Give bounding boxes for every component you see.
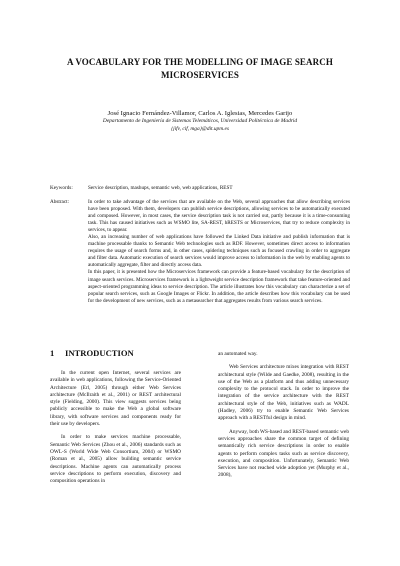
abstract-label: Abstract: — [50, 199, 70, 205]
abstract-paragraph: Also, an increasing number of web applications have followed the Linked Data initiative and publish information that is machine processable thanks to Semantic Web technologies such as RDF. However, sometimes direct access to information requires the usage of search forms and, in other cases, spidering techniques such as focused crawling in order to aggregate and filter data. Automatic execution of search services would improve access to information in the web by enabling agents to automatically aggregate, filter and directly access data. — [88, 234, 350, 269]
body-paragraph: Anyway, both WS-based and REST-based semantic web services approaches share the common target of defining semantically rich service descriptions in order to enable agents to perform complex tasks such as service discovery, execution, and composition. Unfortunately, Semantic Web Services have not reached wide adoption yet (Murphy et al., 2008), — [218, 428, 349, 479]
abstract-body — [88, 199, 350, 305]
body-paragraph: In order to make services machine processable, Semantic Web Services (Zhou et al., 2006) standards such as OWL-S (World Wide Web Consortium, 2004) or WSMO (Roman et al., 2005) allow building semantic service descriptions. Machine agents can automatically process service descriptions to perform execution, discovery and composition operations in — [50, 434, 181, 485]
body-paragraph: In the current open Internet, several services are available in web applications, following the Service-Oriented Architecture (Erl, 2005) through either Web Services architecture (McIlraith et al., 2001) or REST architectural style (Fielding, 2000). This view suggests services being publicly accessible to make the Web a global software library, with software services and components ready for their use by developers. — [50, 370, 181, 428]
body-paragraph: Web Services architecture mixes integration with REST architectural style (Wilde and Gaedke, 2008), resulting in the use of the Web as a platform and thus adding unnecessary complexity to the protocol stack. In order to improve the integration of the service architecture with the REST architectural style of the Web, initiatives such as WADL (Hadley, 2006) try to enable Semantic Web Services approach with a RESTful design in mind. — [218, 364, 349, 422]
paper-title: A VOCABULARY FOR THE MODELLING OF IMAGE SEARCH MICROSERVICES — [67, 57, 333, 80]
author-list: José Ignacio Fernández-Villamor, Carlos A. Iglesias, Mercedes Garijo — [107, 110, 293, 117]
section-number: 1 — [50, 348, 55, 358]
section-heading — [50, 348, 134, 358]
body-paragraph: an automated way. — [218, 351, 258, 357]
keywords-text: Service description, mashups, semantic web, web applications, REST — [88, 185, 233, 191]
author-email: {jifv, cif, mga}@dit.upm.es — [171, 126, 229, 132]
keywords-label: Keywords: — [50, 185, 73, 191]
right-column — [218, 351, 349, 486]
section-title: INTRODUCTION — [65, 348, 134, 358]
affiliation: Departamento de Ingeniería de Sistemas Telemáticos, Universidad Politécnica de Madrid — [102, 118, 298, 124]
abstract-paragraph: In order to take advantage of the services that are available on the Web, several approaches that allow describing services have been proposed. With them, developers can publish service descriptions, allowing services to be automatically executed and composed. However, in most cases, the service description task is not carried out, partly because it is a time-consuming task. This has caused initiatives such as WSMO lite, SA-REST, hRESTS or Microservices, that try to reduce complexity in services, to appear. — [88, 199, 350, 234]
abstract-paragraph: In this paper, it is presented how the Microservices framework can provide a feature-based vocabulary for the description of image search services. Microservices framework is a lightweight service description framework that take feature-oriented and aspect-oriented programming ideas to service description. The article illustrates how this vocabulary can characterize a set of popular search services, such as Google Images or Flickr. In addition, the article describes how this vocabulary can be used for the development of new services, such as a metasearcher that aggregates results from various search services. — [88, 269, 350, 304]
left-column — [50, 370, 181, 491]
